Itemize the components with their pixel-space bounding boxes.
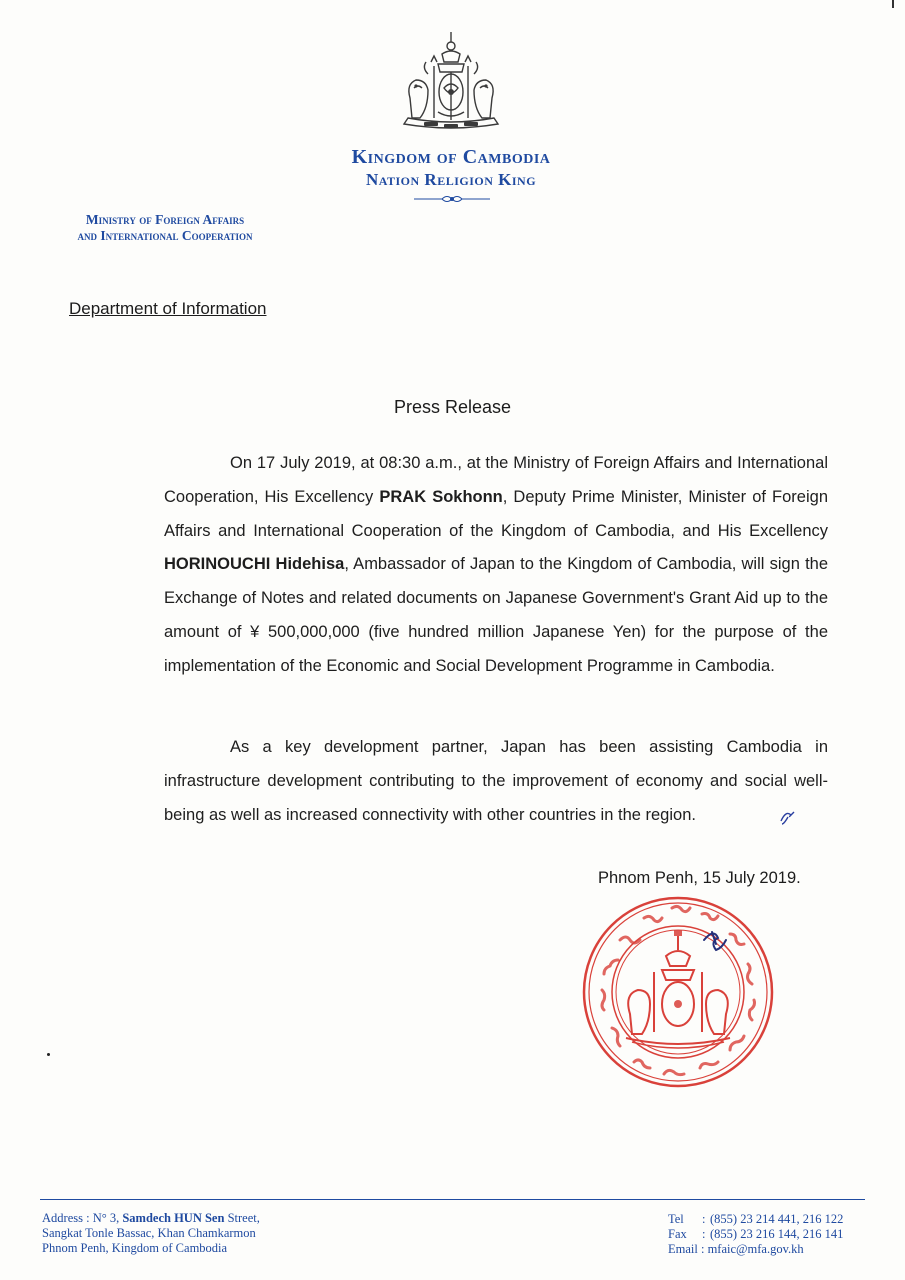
department-label: Department of Information [69, 299, 267, 318]
address-line-3: Phnom Penh, Kingdom of Cambodia [42, 1241, 228, 1255]
email-line [668, 1242, 843, 1257]
royal-coat-of-arms-icon [398, 28, 504, 134]
footer-contacts [668, 1212, 843, 1257]
p1-text-c: , Ambassador of Japan to the Kingdom of Cambodia, will sign the Exchange of Notes and related documents on Japanese Government's Grant Aid up to the amount of ¥ 500,000,000 (five hundred million Japanese Yen) for the purpose of the implementation of the Economic and Social Development Programme in Cambodia. [164, 555, 829, 675]
email-label: Email : [668, 1242, 705, 1256]
kingdom-title: Kingdom of Cambodia [351, 146, 551, 168]
address-prefix: Address : N° 3, [42, 1211, 123, 1225]
footer-address [42, 1211, 260, 1256]
email-value[interactable]: mfaic@mfa.gov.kh [707, 1242, 804, 1256]
p2-text: As a key development partner, Japan has been assisting Cambodia in infrastructure development contributing to the improvement of economy and social well-being as well as increased connectivity with other countries in the region. [164, 738, 828, 824]
tel-value: (855) 23 214 441, 216 122 [710, 1212, 844, 1226]
fax-line: Fax : (855) 23 216 144, 216 141 [668, 1227, 844, 1241]
ornament-divider-icon [412, 193, 492, 205]
address-line-2: Sangkat Tonle Bassac, Khan Chamkarmon [42, 1226, 256, 1240]
address-line-1 [42, 1211, 260, 1226]
ministry-line-1: Ministry of Foreign Affairs [85, 212, 245, 227]
address-street-suffix: Street, [224, 1211, 260, 1225]
p1-text-b: , Deputy Prime Minister, Minister of Foreign Affairs and International Cooperation of the Kingdom of Cambodia, and His Excellency [164, 487, 829, 540]
ministry-line-2: and International Cooperation [77, 228, 253, 243]
speck [47, 1053, 50, 1056]
national-motto: Nation Religion King [365, 170, 537, 189]
paragraph-1 [164, 447, 828, 684]
official-seal-icon [580, 894, 776, 1090]
minister-name: PRAK Sokhonn [379, 487, 503, 506]
tel-line: Tel : (855) 23 214 441, 216 122 [668, 1212, 844, 1226]
handwritten-initial-icon [778, 806, 798, 826]
ministry-name [30, 212, 300, 244]
corner-mark [892, 0, 894, 8]
p1-text-a: On 17 July 2019, at 08:30 a.m., at the Ministry of Foreign Affairs and International Cooperation, His Excellency [164, 454, 828, 506]
fax-value: (855) 23 216 144, 216 141 [710, 1227, 844, 1241]
ambassador-name: HORINOUCHI Hidehisa [164, 555, 345, 574]
fax-label: Fax [668, 1227, 687, 1241]
paragraph-2 [164, 731, 828, 832]
tel-label: Tel [668, 1212, 684, 1226]
document-title: Press Release [393, 397, 512, 417]
address-street-name: Samdech HUN Sen [122, 1211, 225, 1225]
dateline: Phnom Penh, 15 July 2019. [598, 869, 801, 887]
footer-rule [40, 1199, 865, 1200]
